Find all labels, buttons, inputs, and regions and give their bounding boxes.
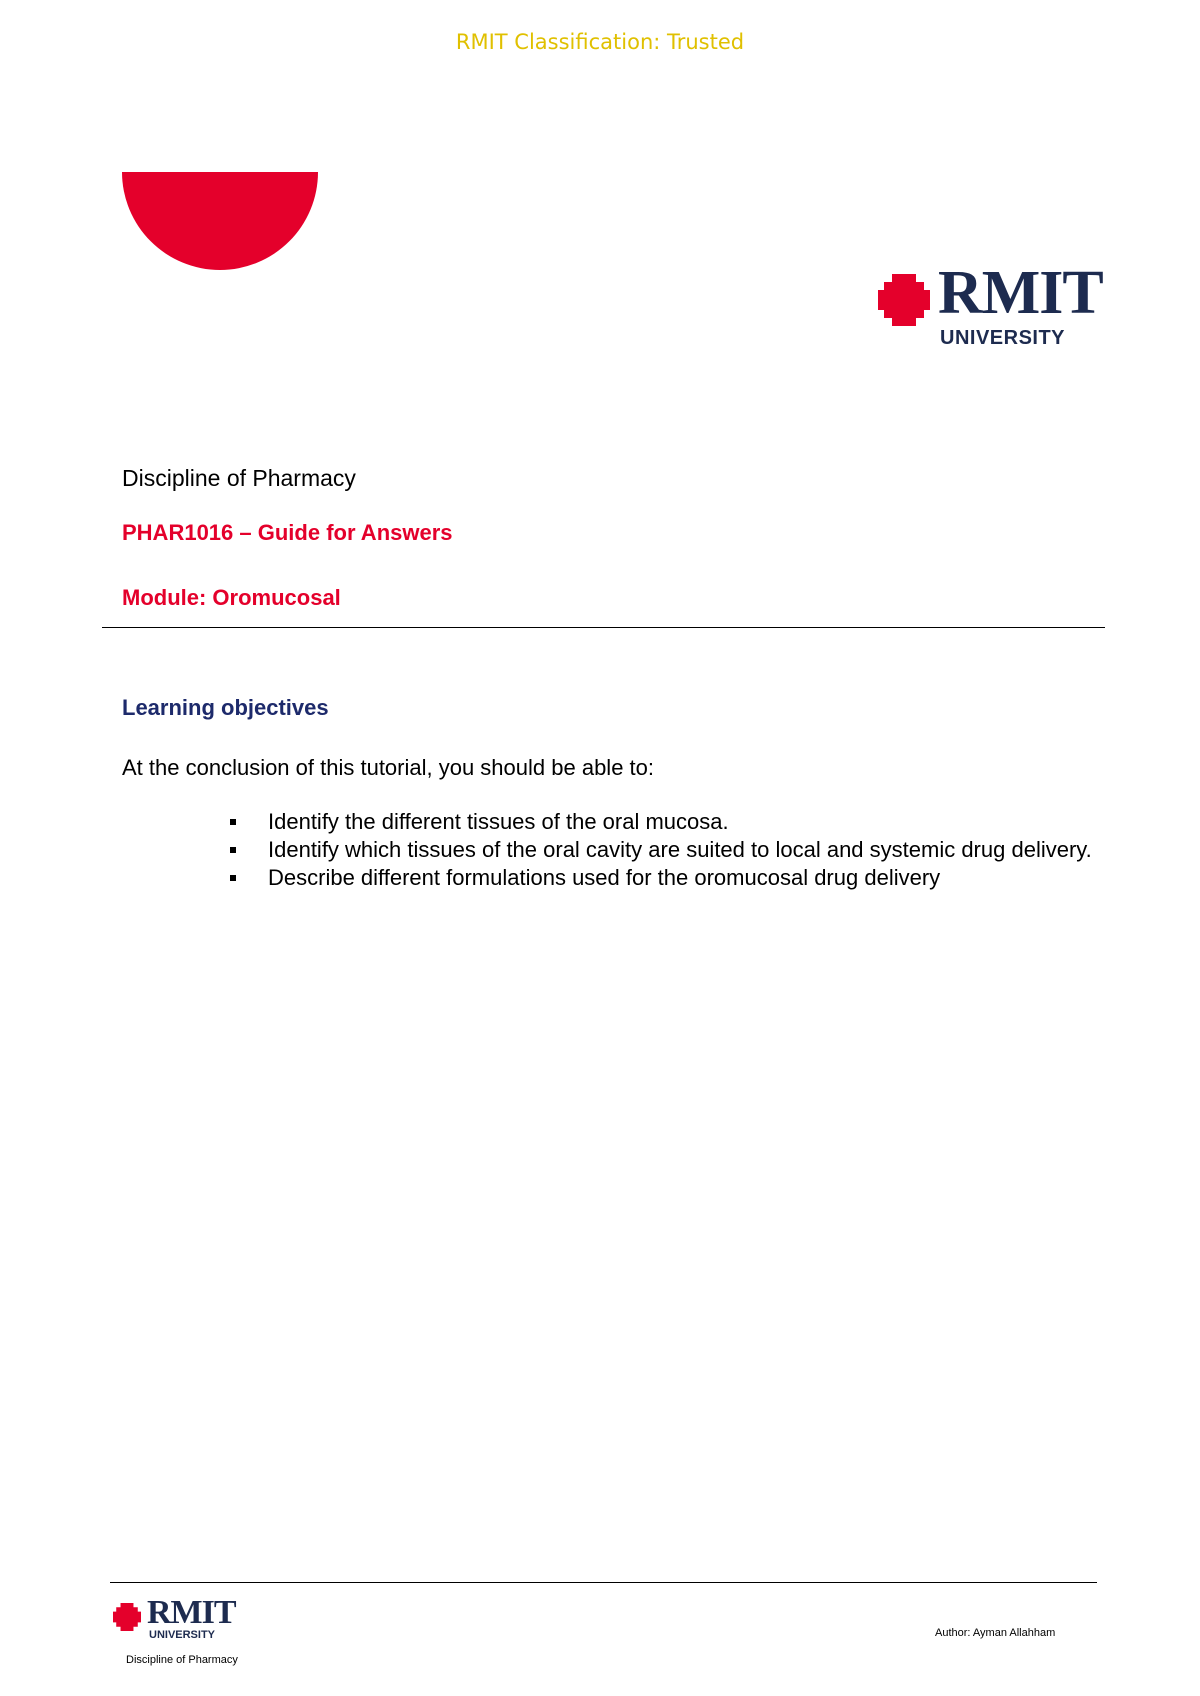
objective-text: Identify the different tissues of the oral mucosa.	[268, 809, 729, 834]
rmit-logo	[878, 259, 1103, 350]
objectives-list	[230, 808, 1100, 892]
square-bullet-icon	[230, 819, 236, 825]
logo-wordmark: RMIT	[938, 259, 1103, 327]
course-title: PHAR1016 – Guide for Answers	[122, 520, 453, 545]
objectives-intro: At the conclusion of this tutorial, you should be able to:	[122, 755, 654, 780]
list-item	[230, 836, 1100, 864]
footer-logo-wordmark: RMIT	[147, 1594, 236, 1631]
footer-divider	[110, 1582, 1097, 1583]
rmit-pixel-mark-icon	[878, 274, 930, 326]
list-item	[230, 808, 1100, 836]
square-bullet-icon	[230, 875, 236, 881]
footer-rmit-logo	[113, 1594, 253, 1642]
footer-author: Author: Ayman Allahham	[935, 1627, 1056, 1639]
decorative-half-circle	[122, 172, 318, 272]
classification-label: RMIT Classification: Trusted	[455, 30, 745, 54]
objective-text: Identify which tissues of the oral cavity are suited to local and systemic drug delivery.	[268, 837, 1092, 862]
objectives-heading: Learning objectives	[122, 695, 329, 720]
discipline-heading: Discipline of Pharmacy	[122, 465, 356, 491]
logo-subword: UNIVERSITY	[940, 327, 1066, 349]
module-title: Module: Oromucosal	[122, 585, 341, 610]
header-divider	[102, 627, 1105, 628]
footer-discipline: Discipline of Pharmacy	[126, 1654, 238, 1666]
square-bullet-icon	[230, 847, 236, 853]
rmit-pixel-mark-icon	[113, 1603, 141, 1631]
footer-logo-subword: UNIVERSITY	[149, 1629, 216, 1641]
objective-text: Describe different formulations used for the oromucosal drug delivery	[268, 865, 941, 890]
list-item	[230, 864, 1100, 892]
